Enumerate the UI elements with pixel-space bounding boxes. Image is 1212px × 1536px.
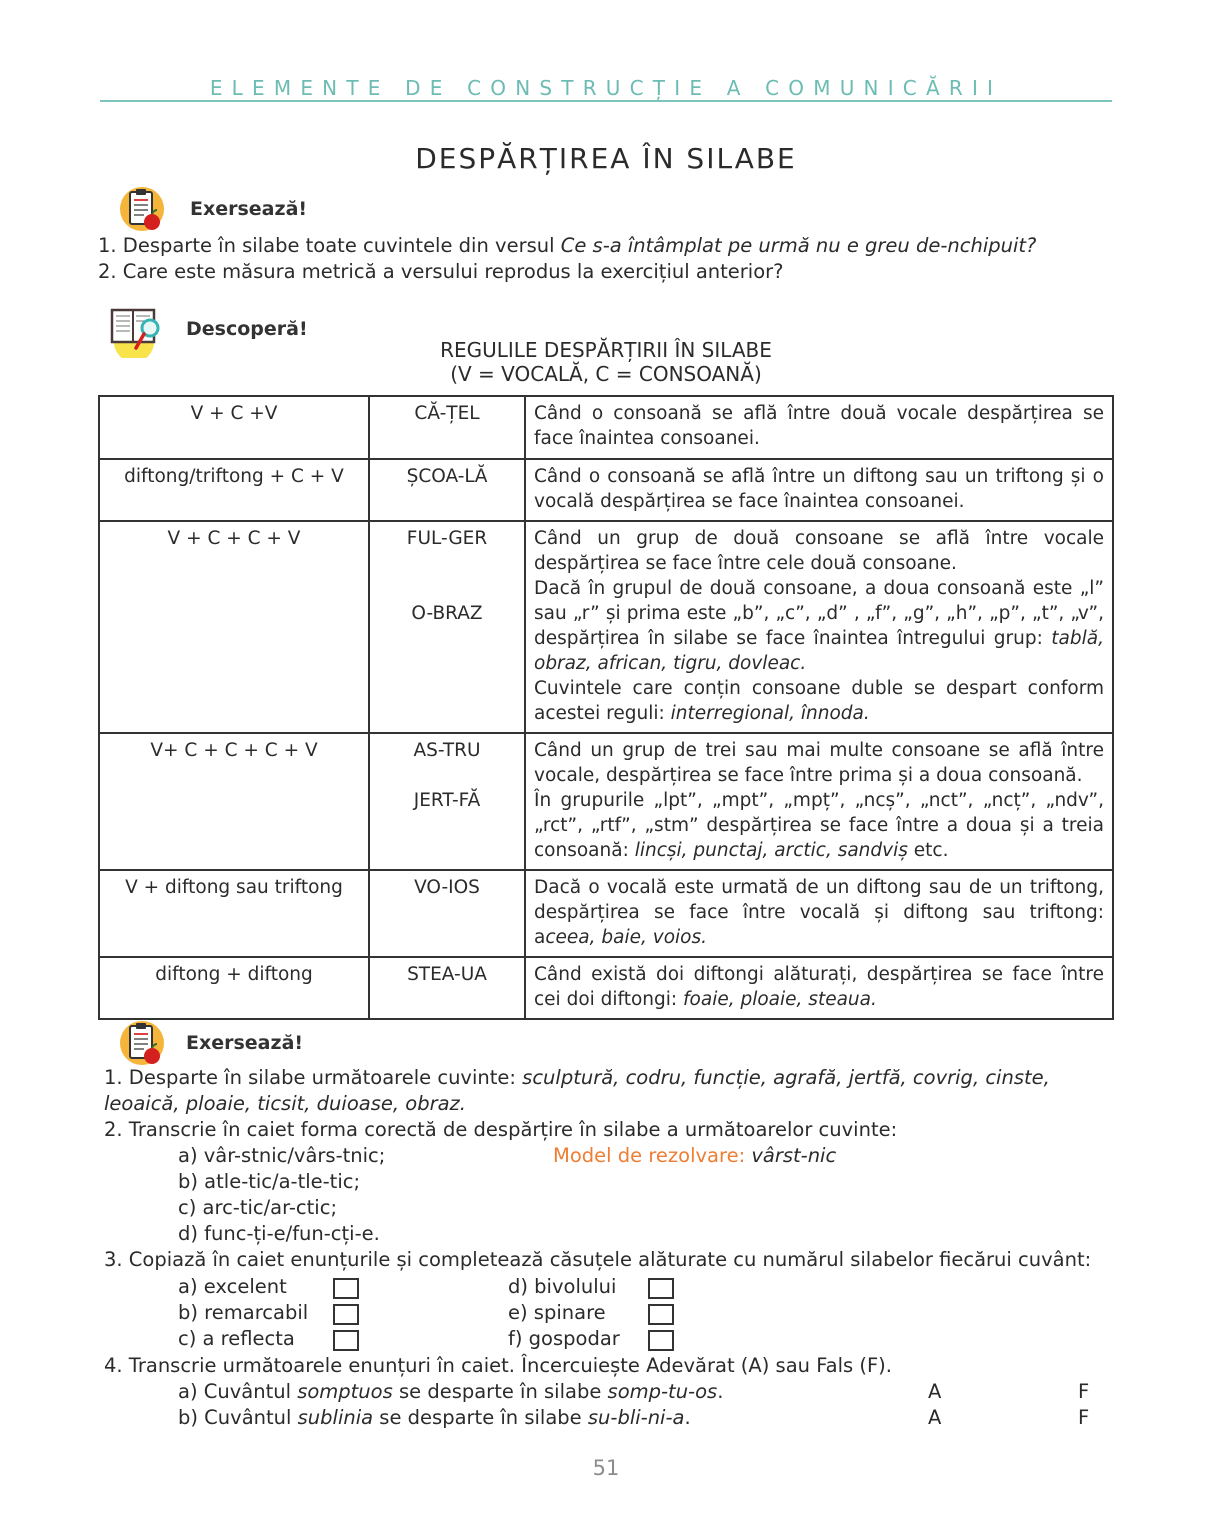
rule-examples: tablă, obraz, african, tigru, dovleac. [534,628,1104,674]
rule-text: Când un grup de trei sau mai multe consoane se află între vocale, despărțirea se face între prima și a doua consoană. [534,740,1104,786]
answer-false[interactable]: F [1078,1380,1090,1403]
statement-text: se desparte în silabe [392,1380,608,1403]
exercise-2-3: 3. Copiază în caiet enunțurile și completează căsuțele alăturate cu numărul silabelor fiecărui cuvânt: [104,1248,1092,1271]
example-word: AS-TRU [413,740,481,761]
syllable-item-b: b) remarcabil [178,1301,309,1324]
syllable-item-c: c) a reflecta [178,1327,295,1350]
exercise-2-2-b: b) atle-tic/a-tle-tic; [178,1170,361,1193]
exercise-text: 1. Desparte în silabe următoarele cuvinte: [104,1066,523,1089]
exercise-text: 1. Desparte în silabe toate cuvintele din versul [98,234,561,257]
example-cell: ȘCOA-LĂ [369,459,525,521]
rule-text-part: Dacă în grupul de două consoane, a doua consoană este „l” sau „r” și prima este „b”, „c”, „d” , „f”, „g”, „h”, „p”, „t”, „v”, despărțirea în silabe se face înaintea întregului grup: [534,578,1104,649]
syllable-box[interactable] [648,1278,674,1299]
statement-text: . [717,1380,724,1403]
pattern-cell: V + diftong sau triftong [99,870,369,957]
model-value: vârst-nic [751,1144,837,1167]
pattern-cell: diftong/triftong + C + V [99,459,369,521]
example-cell: CĂ-ȚEL [369,396,525,459]
pattern-cell: V + C +V [99,396,369,459]
exercise-1-1 [98,233,1036,259]
statement-text: . [684,1406,691,1429]
exercise-2-2-d: d) func-ți-e/fun-cți-e. [178,1222,380,1245]
syllable-box[interactable] [648,1330,674,1351]
table-row [99,459,1113,521]
statement-text: a) Cuvântul [178,1380,298,1403]
table-caption [100,338,1112,386]
example-word: FUL-GER [406,528,488,549]
section-exerseaza-1 [116,182,307,236]
syllable-item-e: e) spinare [508,1301,606,1324]
syllable-box[interactable] [333,1278,359,1299]
syllable-rules-table [98,395,1114,1020]
syllable-box[interactable] [648,1304,674,1325]
syllable-item-a: a) excelent [178,1275,287,1298]
rule-text [534,788,1104,863]
section-exerseaza-2 [116,1016,303,1070]
statement-text: se desparte în silabe [373,1406,588,1429]
exercise-2-2-c: c) arc-tic/ar-ctic; [178,1196,338,1219]
exercise-2-1-cont [104,1091,466,1117]
rule-text-part: Cuvintele care conțin consoane duble se despart conform acestei reguli: [534,678,1104,724]
rule-cell [525,733,1113,870]
rule-text-part: etc. [907,840,949,861]
exercise-verse: Ce s-a întâmplat pe urmă nu e greu de-nchipuit? [560,234,1037,257]
rule-text-part: Dacă o vocală este urmată de un diftong sau de un triftong, despărțirea se face între vocală și diftong sau triftong: a [534,877,1104,948]
statement-text: b) Cuvântul [178,1406,298,1429]
clipboard-apple-icon [116,1016,172,1070]
model-label: Model de rezolvare: [553,1144,752,1167]
statement-word: somptuos [297,1380,393,1403]
page-title: DESPĂRȚIREA ÎN SILABE [415,142,797,175]
rule-examples: ceea, baie, voios. [545,927,707,948]
answer-true[interactable]: A [928,1406,942,1429]
statement-split: su-bli-ni-a [587,1406,685,1429]
rule-cell [525,521,1113,733]
caption-line-1: REGULILE DESPĂRȚIRII ÎN SILABE [440,338,772,362]
page-number: 51 [592,1456,620,1480]
syllable-item-f: f) gospodar [508,1327,620,1350]
section-label: Descoperă! [186,318,308,340]
exercise-2-4: 4. Transcrie următoarele enunțuri în caiet. Încercuiește Adevărat (A) sau Fals (F). [104,1354,892,1377]
exercise-words: sculptură, codru, funcție, agrafă, jertfă, covrig, cinste, [522,1066,1050,1089]
rule-text [534,576,1104,676]
pattern-cell: V+ C + C + C + V [99,733,369,870]
rule-examples: foaie, ploaie, steaua. [683,989,877,1010]
statement-word: sublinia [297,1406,374,1429]
pattern-cell: diftong + diftong [99,957,369,1019]
statement-split: somp-tu-os [607,1380,718,1403]
caption-line-2: (V = VOCALĂ, C = CONSOANĂ) [450,362,762,386]
answer-true[interactable]: A [928,1380,942,1403]
rule-text: Când un grup de două consoane se află între vocale despărțirea se face între cele două consoane. [534,528,1104,574]
rule-cell [525,870,1113,957]
model-solution [553,1143,836,1169]
rule-cell: Când o consoană se află între un diftong sau un triftong și o vocală despărțirea se face înaintea consoanei. [525,459,1113,521]
example-cell [369,733,525,870]
rule-cell: Când o consoană se află între două vocale despărțirea se face înaintea consoanei. [525,396,1113,459]
section-label: Exersează! [186,1032,304,1054]
rule-text-part: În grupurile „lpt”, „mpt”, „mpț”, „ncș”, „nct”, „ncț”, „ndv”, „rct”, „rtf”, „stm” despărțirea se face între a doua și a treia consoană: [534,790,1104,861]
exercise-words: leoaică, ploaie, ticsit, duioase, obraz. [104,1092,466,1115]
table-row [99,733,1113,870]
rule-cell [525,957,1113,1019]
header-divider [100,100,1112,102]
example-word: JERT-FĂ [413,790,481,811]
table-row [99,870,1113,957]
exercise-2-1 [104,1065,1050,1091]
example-cell: VO-IOS [369,870,525,957]
example-cell [369,521,525,733]
exercise-1-2: 2. Care este măsura metrică a versului reprodus la exercițiul anterior? [98,260,784,283]
syllable-item-d: d) bivolului [508,1275,617,1298]
answer-false[interactable]: F [1078,1406,1090,1429]
table-row [99,521,1113,733]
clipboard-apple-icon [116,182,172,236]
table-row [99,396,1113,459]
rule-examples: interregional, înnoda. [670,703,870,724]
example-word: O-BRAZ [411,603,483,624]
exercise-2-2-a: a) vâr-stnic/vârs-tnic; [178,1144,386,1167]
pattern-cell: V + C + C + V [99,521,369,733]
chapter-title: ELEMENTE DE CONSTRUCȚIE A COMUNICĂRII [209,76,1003,100]
section-label: Exersează! [190,198,308,220]
rule-text-part: Când există doi diftongi alăturați, despărțirea se face între cei doi diftongi: [534,964,1104,1010]
rule-text [534,676,1104,726]
example-cell: STEA-UA [369,957,525,1019]
syllable-box[interactable] [333,1330,359,1351]
rule-examples: lincși, punctaj, arctic, sandviș [634,840,908,861]
syllable-box[interactable] [333,1304,359,1325]
true-false-item-b [178,1405,691,1431]
true-false-item-a [178,1379,723,1405]
exercise-2-2: 2. Transcrie în caiet forma corectă de despărțire în silabe a următoarelor cuvinte: [104,1118,898,1141]
table-row [99,957,1113,1019]
